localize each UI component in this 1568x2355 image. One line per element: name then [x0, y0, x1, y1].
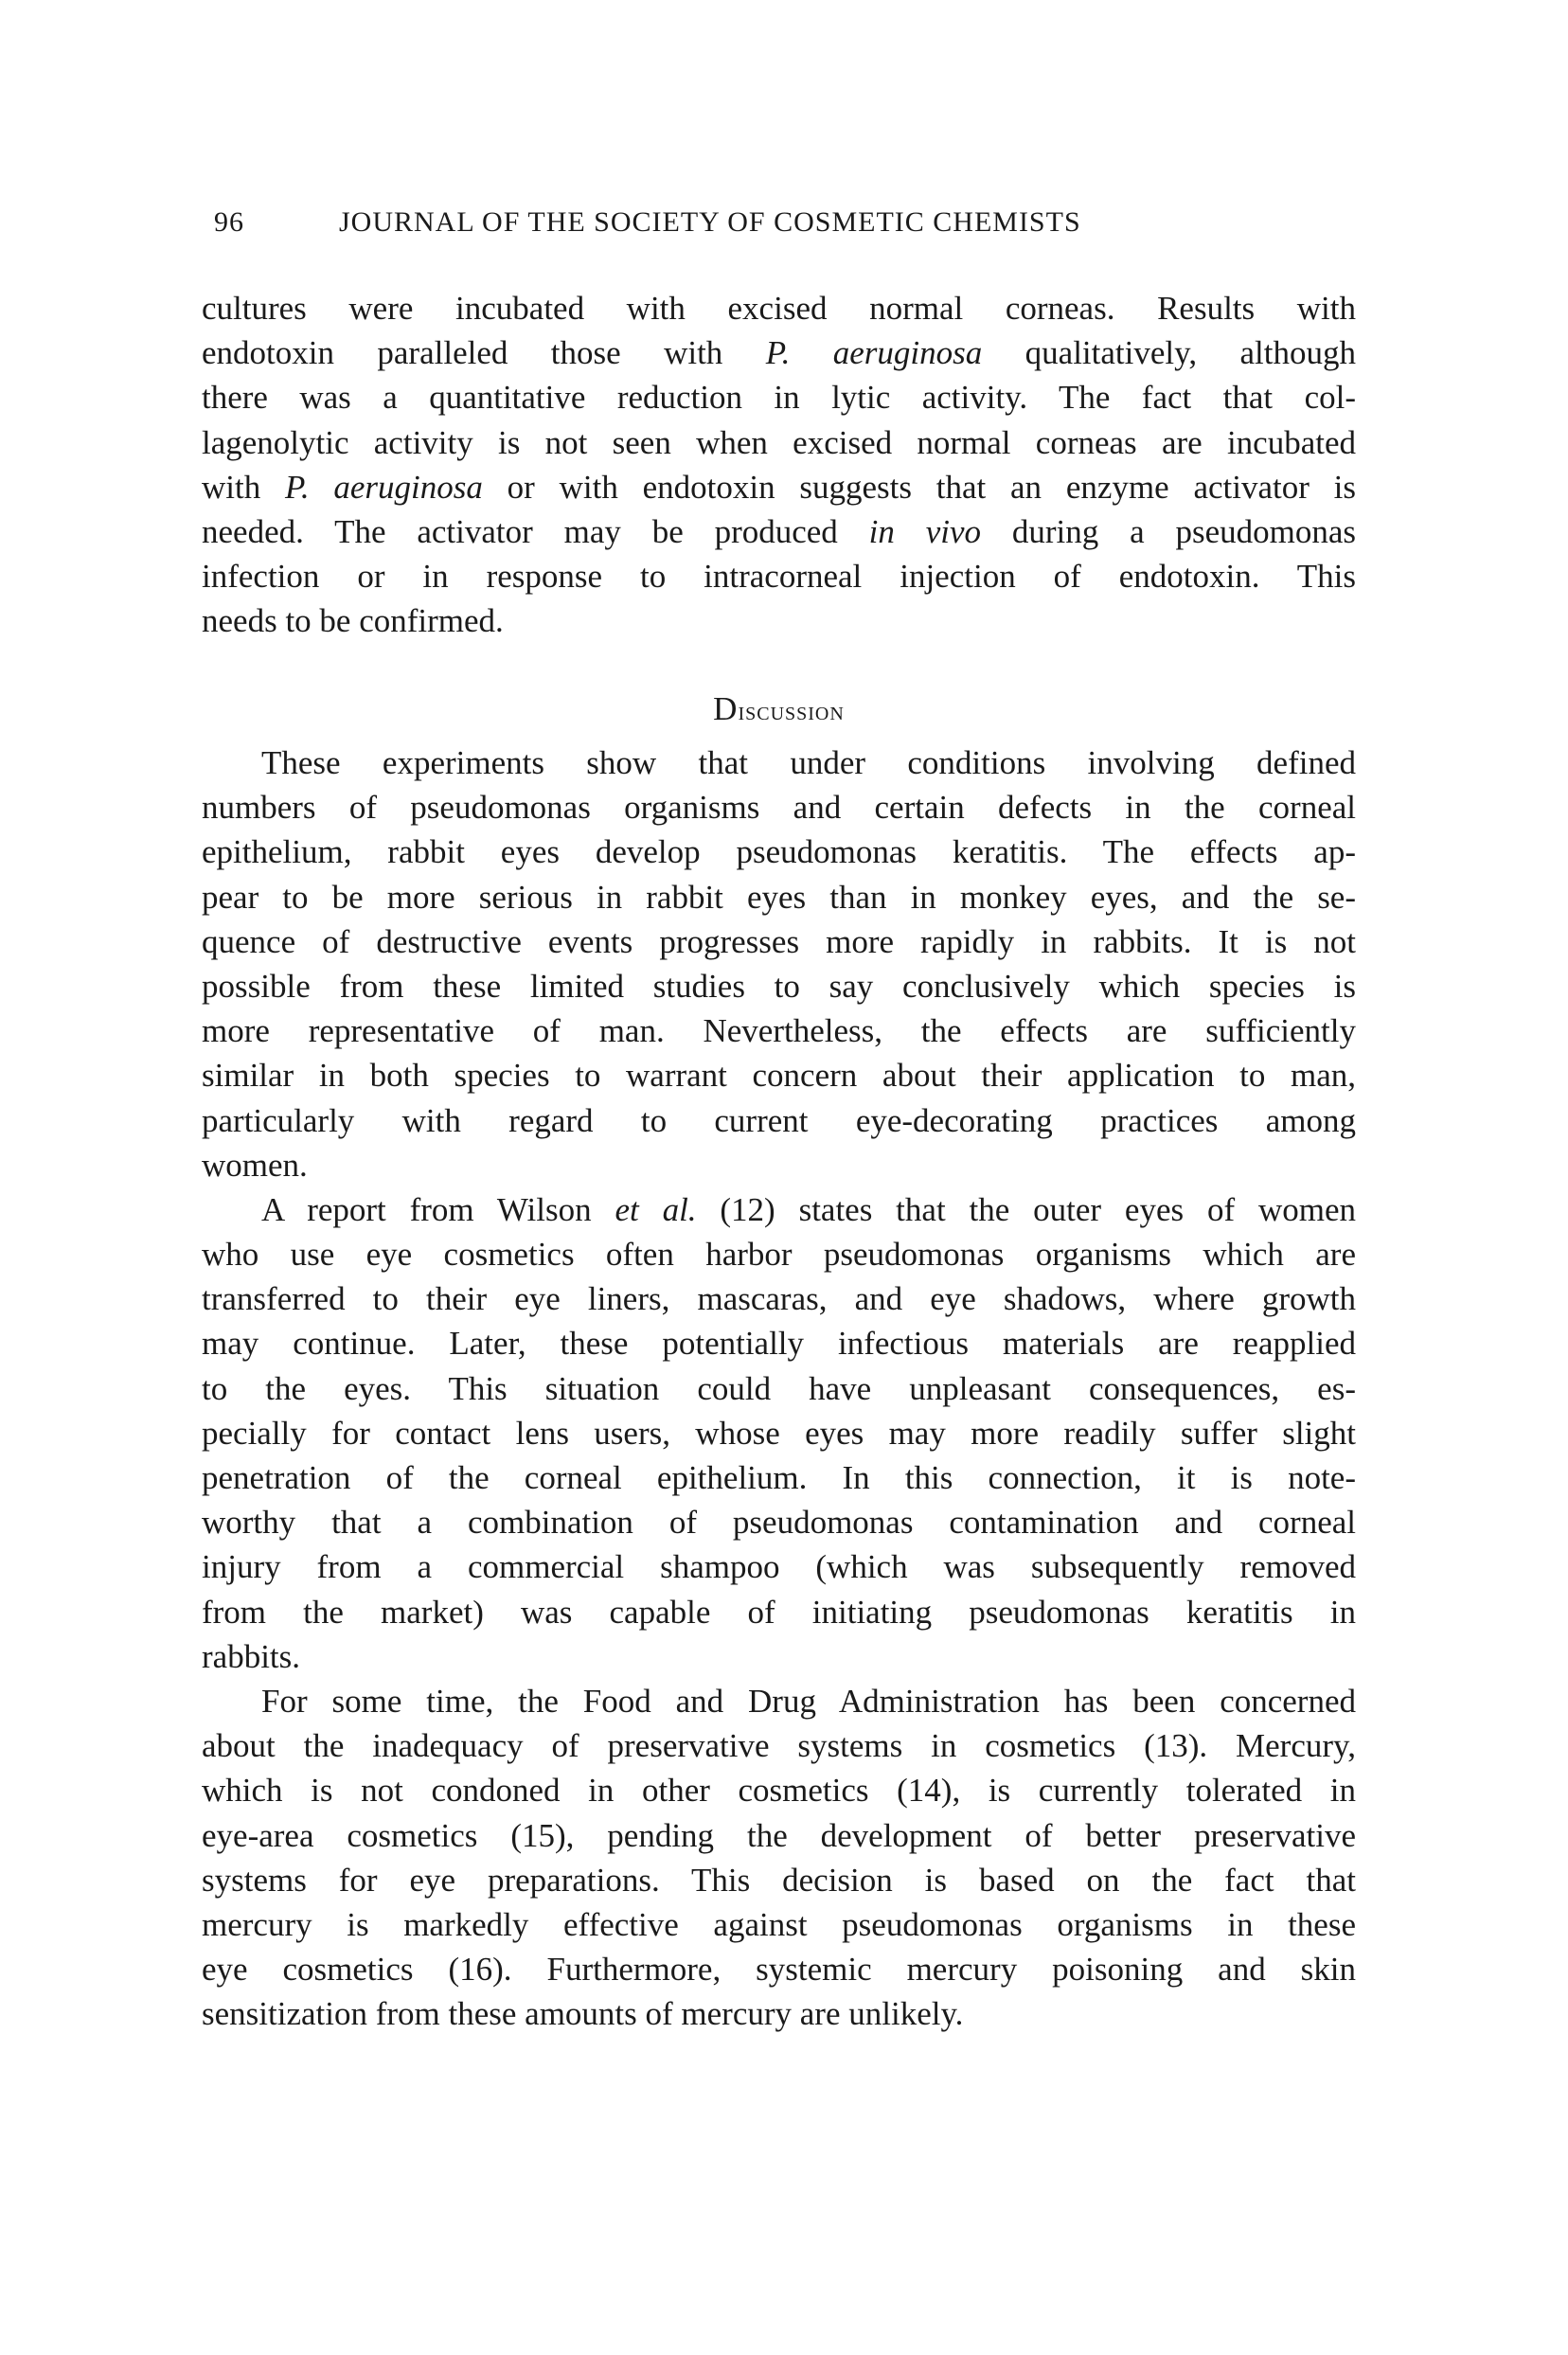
text-run: (12) states that the outer eyes of women [696, 1190, 1356, 1228]
text-run: pecially for contact lens users, whose eyes may more readily suffer slight [202, 1414, 1356, 1452]
text-run: needs to be confirmed. [202, 602, 504, 640]
text-line [202, 1991, 1356, 2036]
text-line [202, 830, 1356, 874]
text-line [202, 1008, 1356, 1053]
text-line [202, 785, 1356, 830]
text-run: lagenolytic activity is not seen when excised normal corneas are incubated [202, 423, 1356, 461]
text-run: similar in both species to warrant concern about their application to man, [202, 1057, 1356, 1095]
text-line [202, 1590, 1356, 1634]
text-line [202, 919, 1356, 964]
text-line [202, 1455, 1356, 1500]
text-line [202, 420, 1356, 465]
text-line [202, 465, 1356, 509]
text-line [202, 1411, 1356, 1455]
text-line [202, 598, 1356, 643]
text-run: qualitatively, although [982, 334, 1356, 372]
text-run: infection or in response to intracorneal injection of endotoxin. This [202, 558, 1356, 596]
running-header: JOURNAL OF THE SOCIETY OF COSMETIC CHEMISTS [339, 206, 1081, 238]
text-run: may continue. Later, these potentially infectious materials are reapplied [202, 1325, 1356, 1363]
text-line [202, 330, 1356, 375]
text-run: eye-area cosmetics (15), pending the development of better preservative [202, 1816, 1356, 1854]
text-run: to the eyes. This situation could have unpleasant consequences, es- [202, 1369, 1356, 1407]
text-line [202, 286, 1356, 330]
text-line [202, 1679, 1356, 1723]
text-run: particularly with regard to current eye-decorating practices among [202, 1101, 1356, 1139]
italic-text: P. aeruginosa [765, 334, 983, 372]
text-line [202, 1813, 1356, 1858]
text-run: worthy that a combination of pseudomonas contamination and corneal [202, 1504, 1356, 1542]
page-number: 96 [214, 206, 244, 238]
text-line [202, 554, 1356, 598]
paragraph-continued [202, 286, 1356, 644]
text-run: or with endotoxin suggests that an enzyme activator is [482, 468, 1356, 506]
text-run: penetration of the corneal epithelium. In this connection, it is note- [202, 1459, 1356, 1496]
text-run: possible from these limited studies to say conclusively which species is [202, 967, 1356, 1005]
text-line [202, 1143, 1356, 1187]
text-line [202, 1053, 1356, 1097]
text-line [202, 875, 1356, 919]
section-heading-discussion [202, 687, 1356, 734]
text-line [202, 1098, 1356, 1143]
text-line [202, 509, 1356, 554]
text-run: about the inadequacy of preservative systems in cosmetics (13). Mercury, [202, 1727, 1356, 1765]
text-run: A report from Wilson [261, 1190, 615, 1228]
text-run: cultures were incubated with excised normal corneas. Results with [202, 290, 1356, 327]
text-run: endotoxin paralleled those with [202, 334, 766, 372]
text-line [202, 740, 1356, 785]
text-run: systems for eye preparations. This decision is based on the fact that [202, 1861, 1356, 1899]
text-line [202, 1634, 1356, 1679]
text-run: For some time, the Food and Drug Administration has been concerned [261, 1682, 1356, 1720]
text-run: which is not condoned in other cosmetics (14), is currently tolerated in [202, 1772, 1356, 1810]
text-line [202, 1544, 1356, 1589]
heading-initial: D [713, 690, 739, 727]
text-run: needed. The activator may be produced [202, 512, 869, 550]
text-run: more representative of man. Nevertheless, the effects are sufficiently [202, 1012, 1356, 1050]
text-run: from the market) was capable of initiating pseudomonas keratitis in [202, 1593, 1356, 1631]
text-run: These experiments show that under conditions involving defined [261, 744, 1356, 781]
text-run: pear to be more serious in rabbit eyes than in monkey eyes, and the se- [202, 878, 1356, 916]
text-run: epithelium, rabbit eyes develop pseudomonas keratitis. The effects ap- [202, 833, 1356, 871]
text-line [202, 1902, 1356, 1947]
text-line [202, 1768, 1356, 1812]
text-line [202, 1947, 1356, 1991]
text-run: women. [202, 1146, 308, 1184]
text-run: sensitization from these amounts of mercury are unlikely. [202, 1995, 964, 2033]
text-run: with [202, 468, 285, 506]
text-run: injury from a commercial shampoo (which was subsequently removed [202, 1548, 1356, 1586]
italic-text: et al. [615, 1190, 697, 1228]
text-line [202, 1321, 1356, 1365]
text-line [202, 1276, 1356, 1321]
text-line [202, 1232, 1356, 1276]
text-line [202, 1723, 1356, 1768]
text-line [202, 1366, 1356, 1411]
text-line [202, 375, 1356, 419]
text-run: mercury is markedly effective against pseudomonas organisms in these [202, 1905, 1356, 1943]
text-line [202, 1500, 1356, 1544]
text-line [202, 1858, 1356, 1902]
text-run: during a pseudomonas [981, 512, 1356, 550]
discussion-body [202, 740, 1356, 2036]
text-run: who use eye cosmetics often harbor pseudomonas organisms which are [202, 1236, 1356, 1274]
italic-text: P. aeruginosa [285, 468, 483, 506]
text-run: quence of destructive events progresses more rapidly in rabbits. It is not [202, 922, 1356, 960]
italic-text: in vivo [868, 512, 982, 550]
text-run: transferred to their eye liners, mascaras, and eye shadows, where growth [202, 1280, 1356, 1318]
text-line [202, 964, 1356, 1008]
text-run: there was a quantitative reduction in lytic activity. The fact that col- [202, 379, 1356, 417]
text-run: numbers of pseudomonas organisms and certain defects in the corneal [202, 789, 1356, 827]
text-run: rabbits. [202, 1637, 301, 1675]
heading-rest: iscussion [738, 696, 845, 726]
text-run: eye cosmetics (16). Furthermore, systemic mercury poisoning and skin [202, 1951, 1356, 1989]
text-line [202, 1187, 1356, 1232]
